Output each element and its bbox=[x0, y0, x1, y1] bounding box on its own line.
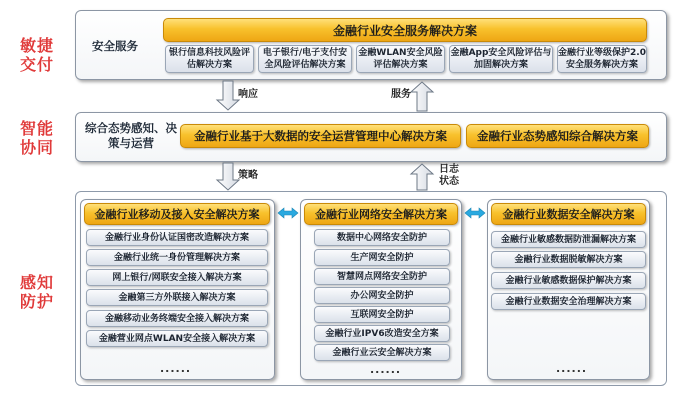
mobile-access-item: 金融行业身份认证国密改造解决方案 bbox=[86, 229, 268, 246]
network-security-item: 数据中心网络安全防护 bbox=[314, 229, 450, 246]
mobile-access-item: 金融行业统一身份管理解决方案 bbox=[86, 249, 268, 266]
respond-label: 响应 bbox=[238, 89, 258, 100]
service-arrow bbox=[411, 82, 433, 111]
service-label: 服务 bbox=[391, 89, 411, 100]
network-security-item: 生产网安全防护 bbox=[314, 249, 450, 266]
service-item-bank-it-risk: 银行信息科技风险评估解决方案 bbox=[165, 45, 254, 73]
data-security-item: 金融行业敏感数据保护解决方案 bbox=[491, 272, 646, 289]
strategy-arrow bbox=[217, 163, 239, 190]
connector-left-right-2 bbox=[465, 208, 485, 218]
network-security-item: 智慧网点网络安全防护 bbox=[314, 268, 450, 285]
data-security-more: ...... bbox=[556, 362, 588, 375]
data-security-item: 金融行业敏感数据防泄漏解决方案 bbox=[491, 231, 646, 248]
collaboration-tier-name: 综合态势感知、决策与运营 bbox=[85, 121, 177, 150]
mobile-access-item: 金融营业网点WLAN安全接入解决方案 bbox=[86, 330, 268, 347]
data-security-item: 金融行业数据脱敏解决方案 bbox=[491, 251, 646, 268]
network-security-item: 互联网安全防护 bbox=[314, 306, 450, 323]
mobile-access-item: 金融第三方外联接入解决方案 bbox=[86, 289, 268, 306]
side-label-line: 感知 bbox=[20, 273, 55, 292]
network-security-header: 金融行业网络安全解决方案 bbox=[304, 203, 458, 225]
log-status-arrow bbox=[411, 164, 433, 190]
service-item-level-protection: 金融行业等级保护2.0安全服务解决方案 bbox=[557, 45, 647, 73]
service-item-wlan-risk: 金融WLAN安全风险评估解决方案 bbox=[356, 45, 445, 73]
service-item-app-risk: 金融App安全风险评估与加固解决方案 bbox=[449, 45, 553, 73]
side-label-line: 协同 bbox=[20, 138, 55, 157]
bigdata-soc-solution: 金融行业基于大数据的安全运营管理中心解决方案 bbox=[180, 124, 461, 148]
security-service-header: 金融行业安全服务解决方案 bbox=[163, 18, 647, 42]
side-label-line: 交付 bbox=[20, 55, 55, 74]
network-security-item: 金融行业云安全解决方案 bbox=[314, 344, 450, 361]
data-security-header: 金融行业数据安全解决方案 bbox=[491, 203, 646, 225]
security-service-tier-name: 安全服务 bbox=[92, 39, 138, 53]
side-label-line: 敏捷 bbox=[20, 36, 55, 55]
mobile-access-item: 网上银行/网联安全接入解决方案 bbox=[86, 269, 268, 286]
respond-arrow bbox=[217, 81, 239, 110]
strategy-label: 策略 bbox=[238, 170, 258, 181]
data-security-item: 金融行业数据安全治理解决方案 bbox=[491, 293, 646, 310]
network-security-more: ...... bbox=[370, 363, 402, 376]
network-security-item: 办公网安全防护 bbox=[314, 287, 450, 304]
log-status-label: 日志状态 bbox=[439, 164, 459, 187]
mobile-access-more: ...... bbox=[160, 362, 192, 375]
mobile-access-header: 金融行业移动及接入安全解决方案 bbox=[84, 203, 270, 225]
side-label-line: 防护 bbox=[20, 292, 55, 311]
network-security-item: 金融行业IPV6改造安全方案 bbox=[314, 325, 450, 342]
side-label-line: 智能 bbox=[20, 119, 55, 138]
situation-awareness-solution: 金融行业态势感知综合解决方案 bbox=[466, 124, 649, 148]
connector-left-right-1 bbox=[278, 208, 298, 218]
service-item-ebank-risk: 电子银行/电子支付安全风险评估解决方案 bbox=[258, 45, 352, 73]
mobile-access-item: 金融移动业务终端安全接入解决方案 bbox=[86, 310, 268, 327]
